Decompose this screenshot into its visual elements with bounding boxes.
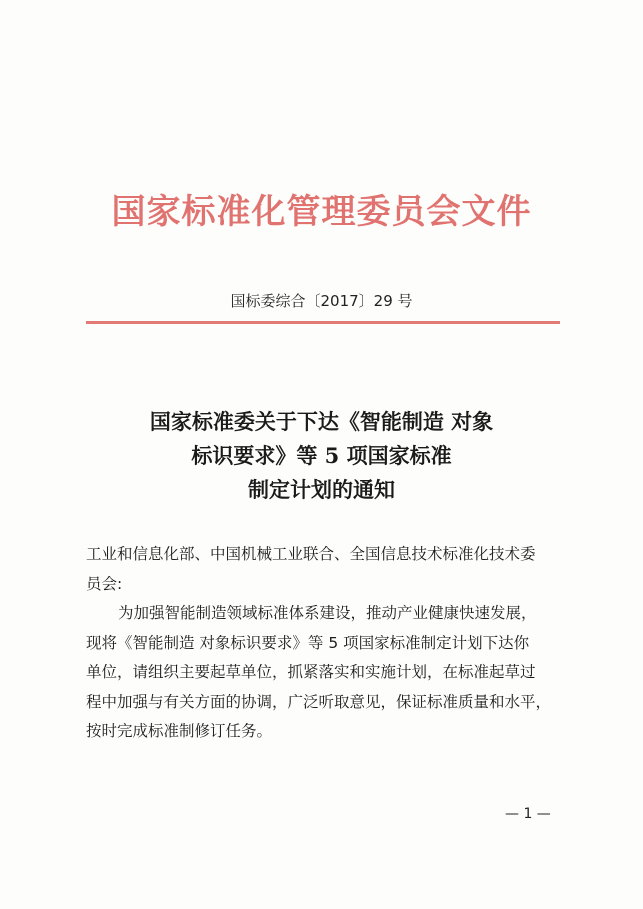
notice-title bbox=[0, 405, 643, 507]
body-line-recipients-1: 工业和信息化部、中国机械工业联合、全国信息技术标准化技术委 bbox=[86, 545, 536, 563]
body-line-paragraph-2: 现将《智能制造 对象标识要求》等 5 项国家标准制定计划下达你 bbox=[86, 633, 530, 652]
document-number: 国标委综合〔2017〕29 号 bbox=[230, 292, 413, 310]
notice-body bbox=[86, 540, 586, 747]
body-line-recipients-2: 员会: bbox=[86, 574, 123, 593]
notice-title-line-2: 标识要求》等 5 项国家标准 bbox=[191, 443, 452, 468]
body-line-paragraph-4: 程中加强与有关方面的协调，广泛听取意见，保证标准质量和水平， bbox=[86, 692, 552, 711]
body-line-paragraph-1: 为加强智能制造领域标准体系建设，推动产业健康快速发展， bbox=[118, 604, 537, 622]
notice-title-line-3: 制定计划的通知 bbox=[248, 477, 395, 502]
body-line-paragraph-3: 单位，请组织主要起草单位，抓紧落实和实施计划，在标准起草过 bbox=[86, 663, 536, 681]
body-line-paragraph-5: 按时完成标准制修订任务。 bbox=[86, 722, 273, 740]
notice-title-line-1: 国家标准委关于下达《智能制造 对象 bbox=[149, 409, 494, 434]
issuer-header-title: 国家标准化管理委员会文件 bbox=[111, 192, 532, 232]
page-number: — 1 — bbox=[505, 806, 551, 822]
red-divider-line bbox=[86, 321, 560, 324]
